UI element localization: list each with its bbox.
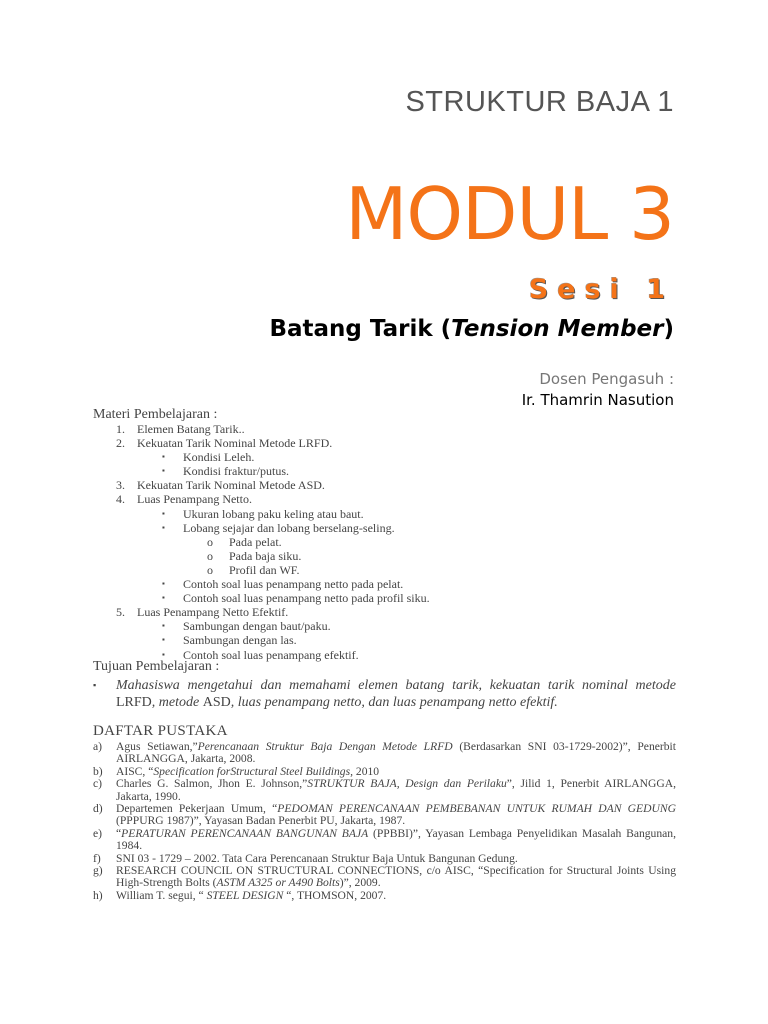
reference-marker: c) bbox=[93, 777, 103, 791]
materials-item bbox=[0, 422, 768, 436]
reference-title: Perencanaan Struktur Baja Dengan Metode LRFD bbox=[197, 740, 453, 753]
lecturer-name: Ir. Thamrin Nasution bbox=[521, 391, 674, 409]
reference-text: (PPBBI)”, Yayasan Lembaga Penyelidikan Masalah Bangunan, 1984. bbox=[116, 826, 676, 853]
materials-item bbox=[0, 521, 768, 535]
reference-text: ”, Jilid 1, Penerbit AIRLANGGA, Jakarta, 1990. bbox=[116, 777, 676, 803]
materials-item-marker: o bbox=[207, 534, 213, 549]
reference-title: PEDOMAN PERENCANAAN PEMBEBANAN UNTUK RUMAH DAN GEDUNG bbox=[277, 802, 676, 816]
materials-item bbox=[0, 633, 768, 647]
references-heading: DAFTAR PUSTAKA bbox=[93, 723, 228, 739]
objectives-text-5: , luas penampang netto, dan luas penampang netto efektif. bbox=[230, 695, 558, 710]
reference-item bbox=[93, 890, 676, 902]
session-title: Sesi 1 bbox=[528, 274, 674, 305]
materials-item-marker: 4. bbox=[116, 492, 125, 507]
materials-item-text: Contoh soal luas penampang efektif. bbox=[183, 647, 359, 662]
materials-item-text: Luas Penampang Netto Efektif. bbox=[137, 605, 289, 620]
materials-item bbox=[0, 577, 768, 591]
materials-item-marker: 3. bbox=[116, 478, 125, 493]
materials-item-text: Lobang sejajar dan lobang berselang-seling. bbox=[183, 520, 395, 535]
reference-text: SNI 03 - 1729 – 2002. Tata Cara Perencanaan Struktur Baja Untuk Bangunan Gedung. bbox=[116, 851, 518, 865]
materials-item bbox=[0, 535, 768, 549]
module-title: MODUL 3 bbox=[345, 172, 674, 256]
reference-text: RESEARCH COUNCIL ON STRUCTURAL CONNECTIONS, c/o AISC, “Specification for Structural Joints Using High-Strength Bolts ( bbox=[116, 864, 676, 890]
objectives-heading: Tujuan Pembelajaran : bbox=[93, 659, 220, 674]
materials-item-marker: o bbox=[207, 562, 213, 577]
materials-item bbox=[0, 436, 768, 450]
reference-text: 2010 bbox=[353, 764, 380, 778]
materials-item-text: Profil dan WF. bbox=[229, 562, 300, 577]
materials-item bbox=[0, 605, 768, 619]
materials-item-marker: 1. bbox=[116, 422, 125, 436]
reference-marker: b) bbox=[93, 764, 103, 778]
materials-item-marker: ▪ bbox=[162, 579, 165, 589]
materials-item bbox=[0, 507, 768, 521]
materials-item-marker: ▪ bbox=[162, 452, 165, 462]
reference-marker: g) bbox=[93, 864, 103, 878]
objectives-text bbox=[116, 677, 676, 711]
reference-text: Agus Setiawan,” bbox=[116, 740, 198, 753]
reference-text: Departemen Pekerjaan Umum, “ bbox=[116, 802, 278, 816]
materials-item-marker: ▪ bbox=[162, 466, 165, 476]
topic-title bbox=[269, 316, 674, 342]
materials-item-marker: 5. bbox=[116, 605, 125, 620]
reference-item bbox=[93, 741, 676, 766]
materials-item-text: Kondisi Leleh. bbox=[183, 450, 255, 465]
materials-item-text: Pada baja siku. bbox=[229, 548, 302, 563]
materials-item-marker: o bbox=[207, 548, 213, 563]
topic-italic: Tension Member bbox=[451, 316, 664, 342]
reference-marker: e) bbox=[93, 826, 103, 840]
materials-item-text: Sambungan dengan baut/paku. bbox=[183, 619, 331, 634]
reference-text: )”, 2009. bbox=[339, 876, 381, 890]
reference-title: Specification forStructural Steel Buildings, bbox=[153, 764, 354, 778]
materials-item bbox=[0, 478, 768, 492]
topic-suffix: ) bbox=[663, 316, 674, 342]
materials-item-text: Ukuran lobang paku keling atau baut. bbox=[183, 506, 364, 521]
materials-item-marker: 2. bbox=[116, 436, 125, 451]
materials-heading: Materi Pembelajaran : bbox=[93, 407, 218, 422]
materials-item-text: Pada pelat. bbox=[229, 534, 282, 549]
materials-item-marker: ▪ bbox=[162, 593, 165, 603]
materials-item-text: Contoh soal luas penampang netto pada profil siku. bbox=[183, 591, 430, 606]
materials-item-marker: ▪ bbox=[162, 522, 165, 532]
reference-marker: f) bbox=[93, 851, 101, 865]
materials-item-marker: ▪ bbox=[162, 649, 165, 659]
reference-item bbox=[93, 778, 676, 803]
reference-text: (Berdasarkan SNI 03-1729-2002)”, Penerbit AIRLANGGA, Jakarta, 2008. bbox=[116, 740, 676, 766]
reference-text: Charles G. Salmon, Jhon E. Johnson,” bbox=[116, 777, 308, 791]
materials-item-text: Contoh soal luas penampang netto pada pelat. bbox=[183, 577, 404, 592]
reference-marker: h) bbox=[93, 888, 103, 902]
reference-text: “, THOMSON, 2007. bbox=[283, 888, 387, 902]
materials-item-marker: ▪ bbox=[162, 621, 165, 631]
reference-item bbox=[93, 828, 676, 853]
reference-marker: a) bbox=[93, 740, 103, 753]
objectives-bullet: ▪ bbox=[93, 680, 97, 690]
reference-item bbox=[93, 803, 676, 828]
reference-title: STEEL DESIGN bbox=[206, 888, 284, 902]
materials-item-text: Luas Penampang Netto. bbox=[137, 492, 252, 507]
materials-item-text: Kekuatan Tarik Nominal Metode ASD. bbox=[137, 478, 325, 493]
course-title: STRUKTUR BAJA 1 bbox=[405, 86, 674, 118]
reference-marker: d) bbox=[93, 802, 103, 816]
reference-text: William T. segui, “ bbox=[116, 888, 207, 902]
materials-item bbox=[0, 549, 768, 563]
lecturer-label: Dosen Pengasuh : bbox=[539, 370, 674, 388]
reference-text: AISC, “ bbox=[116, 764, 154, 778]
materials-item bbox=[0, 450, 768, 464]
materials-item-marker: ▪ bbox=[162, 508, 165, 518]
reference-item bbox=[93, 865, 676, 890]
reference-title: ASTM A325 or A490 Bolts bbox=[216, 876, 340, 890]
materials-item bbox=[0, 464, 768, 478]
reference-title: PERATURAN PERENCANAAN BANGUNAN BAJA bbox=[121, 826, 369, 840]
materials-list bbox=[0, 422, 768, 662]
materials-item bbox=[0, 591, 768, 605]
materials-item bbox=[0, 619, 768, 633]
objectives-asd: ASD bbox=[202, 695, 231, 710]
materials-item-text: Elemen Batang Tarik.. bbox=[137, 422, 245, 436]
objectives-text-3: , metode bbox=[151, 695, 203, 710]
reference-title: STRUKTUR BAJA, Design dan Perilaku bbox=[307, 777, 507, 791]
materials-item bbox=[0, 563, 768, 577]
topic-prefix: Batang Tarik ( bbox=[269, 316, 452, 342]
reference-text: “ bbox=[116, 826, 122, 840]
materials-item-marker: ▪ bbox=[162, 635, 165, 645]
materials-item-text: Kondisi fraktur/putus. bbox=[183, 464, 289, 479]
objectives-lrfd: LRFD bbox=[116, 695, 152, 710]
materials-item bbox=[0, 492, 768, 506]
reference-text: (PPPURG 1987)”, Yayasan Badan Penerbit PU, Jakarta, 1987. bbox=[116, 814, 406, 828]
materials-item-text: Kekuatan Tarik Nominal Metode LRFD. bbox=[137, 436, 333, 451]
materials-item-text: Sambungan dengan las. bbox=[183, 633, 297, 648]
objectives-text-1: Mahasiswa mengetahui dan memahami elemen batang tarik, kekuatan tarik nominal metode bbox=[116, 678, 676, 693]
references-list bbox=[93, 741, 676, 902]
